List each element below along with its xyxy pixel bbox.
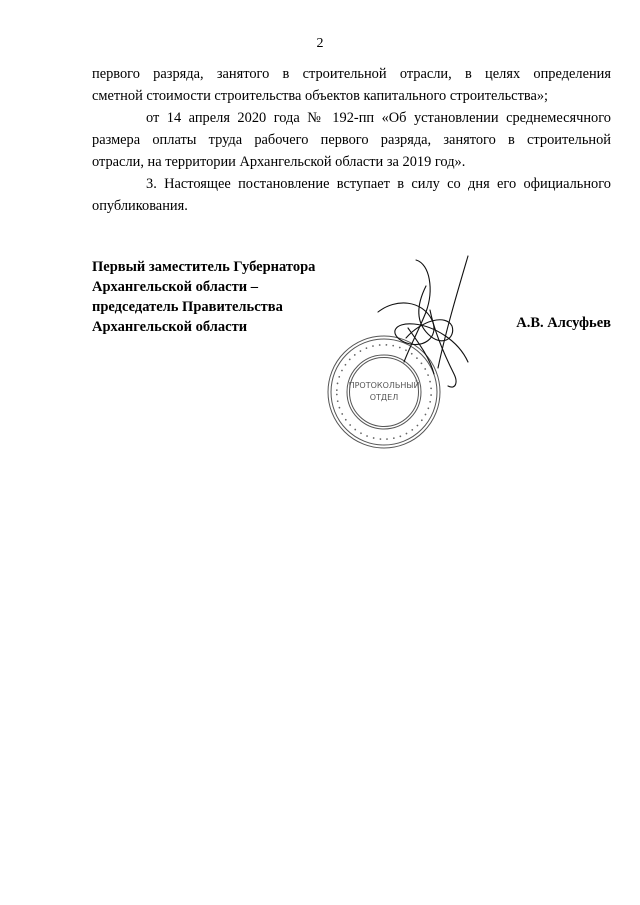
page-number: 2: [316, 36, 324, 51]
signatory-title-line-3: председатель Правительства: [92, 299, 283, 315]
signatory-title-line-1: Первый заместитель Губернатора: [92, 259, 316, 275]
official-stamp-icon: [318, 250, 478, 450]
paragraph-1-line-2: сметной стоимости строительства объектов капитального строительства»;: [92, 88, 549, 104]
paragraph-2: [92, 107, 611, 173]
stamp-center-line-1: ПРОТОКОЛЬНЫЙ: [348, 381, 420, 390]
stamp-center-line-2: ОТДЕЛ: [369, 393, 399, 402]
paragraph-2-line-2: размера оплаты труда рабочего первого разряда, занятого в строительной: [92, 132, 611, 148]
paragraph-3-line-1: 3. Настоящее постановление вступает в силу со дня его официального: [146, 176, 611, 192]
paragraph-1-line-1: первого разряда, занятого в строительной отрасли, в целях определения: [92, 66, 611, 82]
paragraph-3-line-2: опубликования.: [92, 198, 188, 214]
paragraph-1: [92, 63, 611, 107]
signatory-name: А.В. Алсуфьев: [516, 315, 611, 331]
signatory-title-line-2: Архангельской области –: [92, 279, 258, 295]
paragraph-2-line-3: отрасли, на территории Архангельской области за 2019 год».: [92, 154, 466, 170]
stamp-and-signature: [318, 250, 478, 450]
document-body: [92, 63, 611, 217]
signatory-title-line-4: Архангельской области: [92, 319, 248, 335]
paragraph-3: [92, 173, 611, 217]
paragraph-2-line-1: от 14 апреля 2020 года № 192-пп «Об установлении среднемесячного: [146, 110, 611, 126]
svg-text:• • • • • • • • • • • • • • •: • • • • • • • • • • • • • • • • • • • • • • • • • • • • • • • • • • • • • • • • • • • •: [333, 341, 435, 443]
